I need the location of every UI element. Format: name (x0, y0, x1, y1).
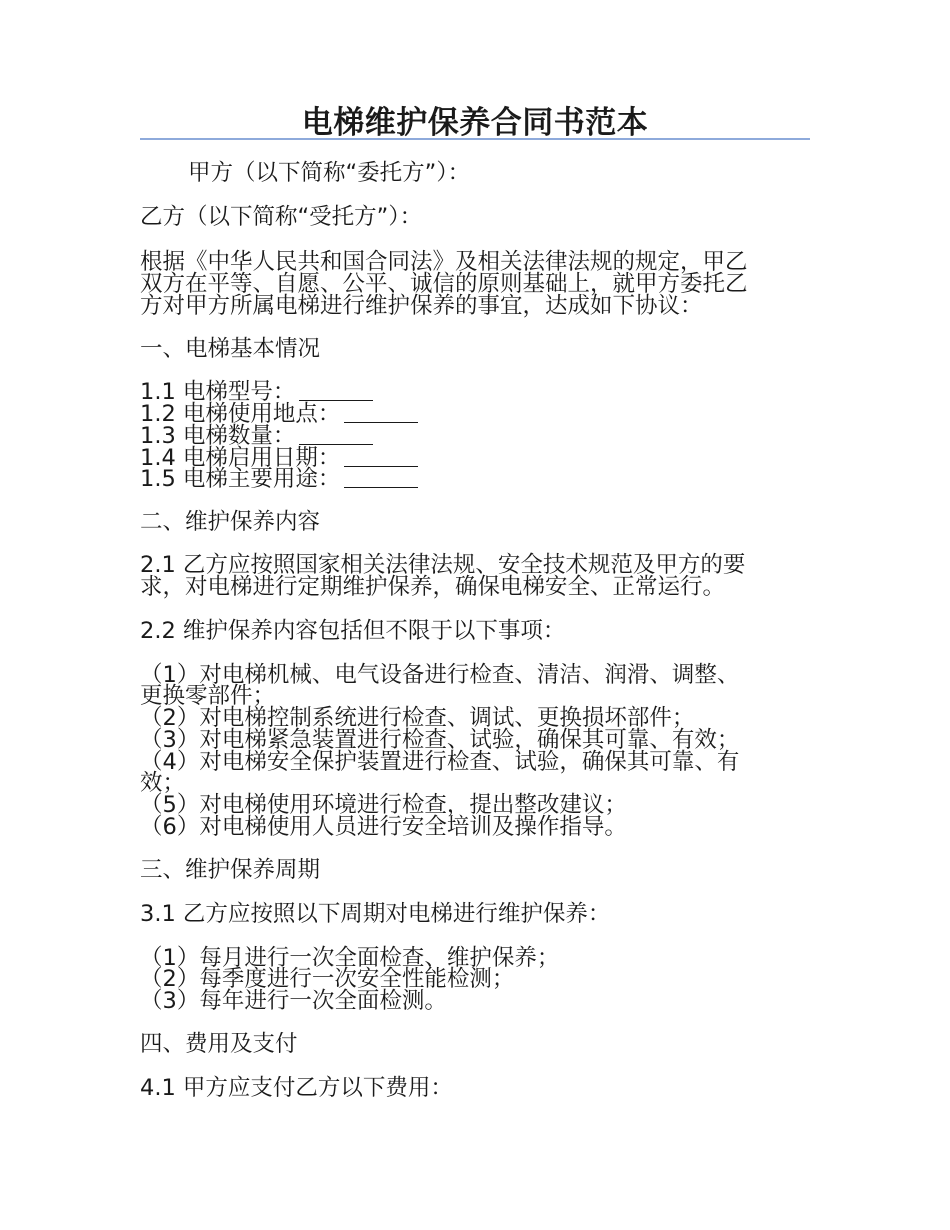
s4-1-line: 4.1 甲方应支付乙方以下费用： (140, 1075, 453, 1101)
intro-line-3: 方对甲方所属电梯进行维护保养的事宜，达成如下协议： (140, 293, 703, 319)
s1-item-5 (140, 467, 418, 491)
fill-in-blank (299, 426, 373, 445)
page-title: 电梯维护保养合同书范本 (301, 105, 649, 141)
title-underline (140, 138, 810, 140)
section-4-heading: 四、费用及支付 (140, 1031, 298, 1057)
s1-item-5-label: 1.5 电梯主要用途： (140, 466, 341, 492)
s2-2-line: 2.2 维护保养内容包括但不限于以下事项： (140, 618, 566, 644)
fill-in-blank (344, 469, 418, 488)
s2-item-line-7: （5）对电梯使用环境进行检查，提出整改建议； (140, 792, 627, 818)
s2-1-line-2: 求，对电梯进行定期维护保养，确保电梯安全、正常运行。 (140, 574, 726, 600)
party-a-line: 甲方（以下简称“委托方”）： (188, 160, 471, 186)
section-3-heading: 三、维护保养周期 (140, 857, 321, 883)
s2-item-line-6: 效； (140, 770, 186, 796)
s3-1-line: 3.1 乙方应按照以下周期对电梯进行维护保养： (140, 901, 611, 927)
s1-item-4-label: 1.4 电梯启用日期： (140, 445, 341, 471)
fill-in-blank (344, 404, 418, 423)
s1-item-3-label: 1.3 电梯数量： (140, 423, 296, 449)
s2-1-line-1: 2.1 乙方应按照国家相关法律法规、安全技术规范及甲方的要 (140, 552, 746, 578)
intro-line-2: 双方在平等、自愿、公平、诚信的原则基础上，就甲方委托乙 (140, 271, 748, 297)
fill-in-blank (344, 448, 418, 467)
s2-item-line-4: （3）对电梯紧急装置进行检查、试验，确保其可靠、有效； (140, 727, 740, 753)
s3-item-line-1: （1）每月进行一次全面检查、维护保养； (140, 945, 560, 971)
s1-item-1-label: 1.1 电梯型号： (140, 379, 296, 405)
s1-item-2-label: 1.2 电梯使用地点： (140, 401, 341, 427)
s2-item-line-5: （4）对电梯安全保护装置进行检查、试验，确保其可靠、有 (140, 749, 740, 775)
s2-item-line-2: 更换零部件； (140, 683, 276, 709)
intro-line-1: 根据《中华人民共和国合同法》及相关法律法规的规定，甲乙 (140, 249, 748, 275)
s3-item-line-3: （3）每年进行一次全面检测。 (140, 988, 447, 1014)
section-2-heading: 二、维护保养内容 (140, 509, 321, 535)
s2-item-line-1: （1）对电梯机械、电气设备进行检查、清洁、润滑、调整、 (140, 662, 740, 688)
fill-in-blank (299, 382, 373, 401)
s2-item-line-3: （2）对电梯控制系统进行检查、调试、更换损坏部件； (140, 705, 695, 731)
party-b-line: 乙方（以下简称“受托方”）： (140, 204, 423, 230)
s3-item-line-2: （2）每季度进行一次安全性能检测； (140, 966, 515, 992)
s2-item-line-8: （6）对电梯使用人员进行安全培训及操作指导。 (140, 814, 627, 840)
section-1-heading: 一、电梯基本情况 (140, 336, 321, 362)
